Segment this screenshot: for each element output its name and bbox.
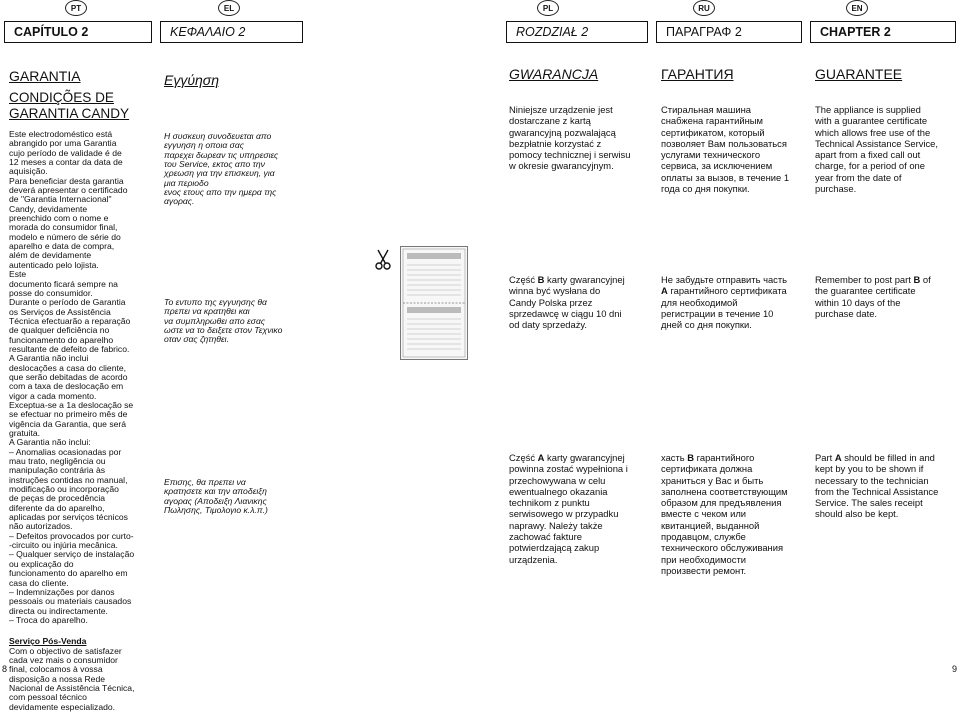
para1-en: The appliance is supplied with a guarantee certificate which allows free use of the Technical Assistance Service, apart from a fixed call out charge, for a period of one year from the date of purchase. (815, 104, 938, 195)
para3-el: Επισης, θα πρεπει να κρατησετε και την αποδειξη αγορας (Αποδειξη Λιανικης Πωλησης, Τιμολογιο κ.λ.π.) (164, 477, 268, 516)
para2-en-b: B (913, 274, 921, 285)
para3-pl-c: karty gwarancyjnej powinna zostać wypełniona i przechowywana w celu ewentualnego okazania technikom z punktu serwisowego w przypadku naprawy. Należy także zachować fakture potwierdzającą zakup urządzenia. (509, 452, 628, 565)
para2-en (815, 274, 957, 319)
para2-pl-b: B (537, 274, 545, 285)
para3-ru-c: гарантийного сертификата должна храниться у Вас и быть заполнена соответствующим образом для предъявления вместе с чеком или квитанцией, выданной продавцом, службе технического обслуживания при необходимости произвести ремонт. (661, 452, 788, 576)
title-pl: GWARANCJA (509, 66, 599, 82)
column-pl (509, 66, 649, 83)
page-number-right: 9 (952, 664, 958, 674)
chapter-el: ΚΕΦΑΛΑΙΟ 2 (160, 21, 303, 43)
para3-ru (661, 452, 809, 576)
title-ru: ГАРАНТИЯ (661, 66, 734, 82)
service-body-pt: Com o objectivo de satisfazer cada vez mais o consumidor final, colocamos à vossa disposição a nossa Rede Nacional de Assistência Técnica, com pessoal técnico devidamente especializado. (9, 645, 135, 712)
badge-en: EN (846, 0, 868, 16)
chapter-ru: ΠΑΡΑΓΡΑΦ 2 (656, 21, 802, 43)
para2-en-c: of the guarantee certificate within 10 days of the purchase date. (815, 274, 931, 319)
title-pt: GARANTIA (9, 68, 81, 84)
para3-pl (509, 452, 651, 565)
para3-ru-b: В (687, 452, 695, 463)
para1-pl: Niniejsze urządzenie jest dostarczane z kartą gwarancyjną pozwalającą bezpłatnie korzystać z pomocy technicznej i serwisu w okresie gwarancyjnym. (509, 104, 631, 172)
para3-pl-b: A (537, 452, 545, 463)
title-en: GUARANTEE (815, 66, 903, 82)
scissors-icon (374, 249, 392, 271)
page-number-left: 8 (2, 664, 8, 674)
para2-pl-a: Część (509, 274, 538, 285)
para3-en-a: Part (815, 452, 835, 463)
column-en (815, 66, 955, 83)
para2-pl-c: karty gwarancyjnej winna być wysłana do Candy Polska przez sprzedawcę w ciągu 10 dni od daty sprzedaży. (509, 274, 625, 331)
body-pt: Este electrodoméstico está abrangido por uma Garantia cujo período de validade é de 12 meses a contar da data de aquisição. Para beneficiar desta garantia deverá apresentar o certificado de "Garantia Internacional" Candy, devidamente preenchido com o nome e morada do consumidor final, modelo e número de série do aparelho e data de compra, além de devidamente autenticado pelo lojista. Este documento ficará sempre na posse do consumidor. Durante o período de Garantia os Serviços de Assistência Técnica efectuarão a reparação de qualquer deficiência no funcionamento do aparelho resultante de defeito de fabrico. A Garantia não inclui deslocações a casa do cliente, que serão debitadas de acordo com a taxa de deslocação em vigor a cada momento. Exceptua-se a 1a deslocação se se efectuar no primeiro mês de vigência da Garantia, que será gratuita. A Garantia não inclui: – Anomalias ocasionadas por mau trato, negligência ou manipulação contrária às instruções contidas no manual, modificação ou incorporação de peças de procedência diferente da do aparelho, aplicadas por serviços técnicos não autorizados. – Defeitos provocados por curto- -circuito ou injúria mecânica. – Qualquer serviço de instalação ou explicação do funcionamento do aparelho em casa do cliente. – Indemnizações por danos pessoais ou materiais causados directa ou indirectamente. – Troca do aparelho. (9, 129, 135, 625)
para1-ru: Стиральная машина снабжена гарантийным сертификатом, который позволяет Вам пользоваться услугами технического сервиса, за исключением оплаты за вызов, в течение 1 года со дня покупки. (661, 104, 790, 195)
para2-ru-b: А (661, 285, 668, 297)
para3-en-c: should be filled in and kept by you to be shown if necessary to the technician from the Technical Assistance Service. The sales receipt should also be kept. (815, 452, 939, 520)
chapter-pl: ROZDZIAŁ 2 (506, 21, 648, 43)
para2-el: Το εντυπο της εγγυησης θα πρεπει να κρατηθει και να συμπληρωθει απο εσας ωστε να το δειξετε στον Τεχνικο οταν σας ζητηθει. (164, 297, 283, 345)
badge-pt: PT (65, 0, 87, 16)
guarantee-card-image (400, 246, 468, 360)
para3-pl-a: Część (509, 452, 538, 463)
para3-en-b: A (834, 452, 842, 463)
column-pt (9, 68, 155, 712)
chapter-en: CHAPTER 2 (810, 21, 956, 43)
badge-el: EL (218, 0, 240, 16)
para3-en (815, 452, 957, 520)
service-title-pt: Serviço Pós-Venda (9, 636, 87, 647)
title-el: Εγγύηση (164, 72, 220, 88)
para2-pl (509, 274, 651, 330)
chapter-pt: CAPÍTULO 2 (4, 21, 152, 43)
para1-el: Η συσκευη συνοδευεται απο εγγυηση η οποια σας παρεχει δωρεαν τις υπηρεσιες του Service, εκτος απο την χρεωση για την επισκευη, για μια περιοδο ενος ετους απο την ημερα της αγορας. (164, 131, 279, 207)
column-el (164, 72, 304, 89)
badge-ru: RU (693, 0, 715, 16)
para3-ru-a: хасть (661, 452, 688, 463)
para2-ru-c: гарантийного сертификата для необходимой регистрации в течение 10 дней со дня покупки. (661, 285, 787, 331)
para2-en-a: Remember to post part (815, 274, 914, 285)
subtitle-pt: CONDIÇÕES DE GARANTIA CANDY (9, 90, 130, 121)
column-ru (661, 66, 807, 83)
badge-pl: PL (537, 0, 559, 16)
para2-ru (661, 274, 809, 330)
para2-ru-a: Не забудьте отправить часть (661, 274, 788, 285)
